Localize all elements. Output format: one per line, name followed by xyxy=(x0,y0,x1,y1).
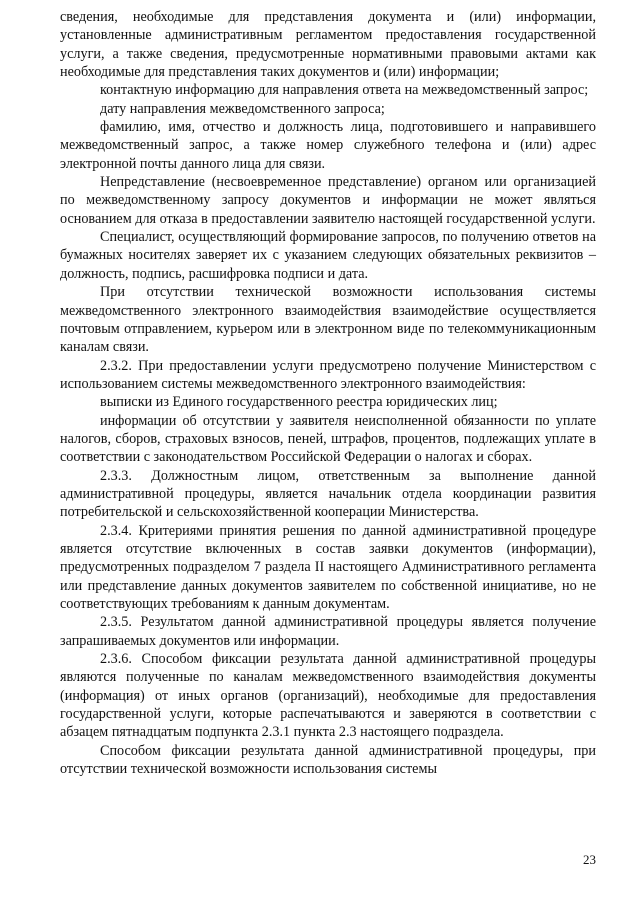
paragraph-8: 2.3.2. При предоставлении услуги предусмотрено получение Министерством с использованием системы межведомственного электронного взаимодействия: xyxy=(60,357,596,392)
paragraph-12: 2.3.4. Критериями принятия решения по данной административной процедуре является отсутствие включенных в состав заявки документов (информации), предусмотренных подразделом 7 раздела II настоящего Административного регламента или представление данных документов заявителем по собственной инициативе, но не соответствующих требованиям к данным документам. xyxy=(60,522,596,612)
paragraph-5: Непредставление (несвоевременное представление) органом или организацией по межведомственному запросу документов и информации не может являться основанием для отказа в предоставлении заявителю настоящей государственной услуги. xyxy=(60,174,596,227)
paragraph-10: информации об отсутствии у заявителя неисполненной обязанности по уплате налогов, сборов, страховых взносов, пеней, штрафов, процентов, подлежащих уплате в соответствии с законодательством Российской Федерации о налогах и сборах. xyxy=(60,412,596,466)
paragraph-1: сведения, необходимые для представления документа и (или) информации, установленные административным регламентом предоставления государственной услуги, а также сведения, предусмотренные нормативными правовыми актами как необходимые для представления таких документов и (или) информации; xyxy=(60,9,596,81)
paragraph-7: При отсутствии технической возможности использования системы межведомственного электронного взаимодействия взаимодействие осуществляется почтовым отправлением, курьером или в электронном виде по телекоммуникационным каналам связи. xyxy=(60,284,596,356)
paragraph-9: выписки из Единого государственного реестра юридических лиц; xyxy=(100,394,498,411)
paragraph-13: 2.3.5. Результатом данной административной процедуры является получение запрашиваемых документов или информации. xyxy=(60,614,596,649)
paragraph-3: дату направления межведомственного запроса; xyxy=(100,100,385,117)
paragraph-2: контактную информацию для направления ответа на межведомственный запрос; xyxy=(100,82,589,99)
paragraph-11: 2.3.3. Должностным лицом, ответственным за выполнение данной административной процедуры, является начальник отдела координации развития потребительской и сельскохозяйственной кооперации Министерства. xyxy=(60,467,596,521)
page-number: 23 xyxy=(583,852,596,867)
paragraph-6: Специалист, осуществляющий формирование запросов, по получению ответов на бумажных носителях заверяет их с указанием следующих обязательных реквизитов – должность, подпись, расшифровка подписи и дата. xyxy=(60,229,596,282)
document-body xyxy=(60,8,596,778)
paragraph-15: Способом фиксации результата данной административной процедуры, при отсутствии технической возможности использования системы xyxy=(60,742,596,778)
paragraph-4: фамилию, имя, отчество и должность лица, подготовившего и направившего межведомственный запрос, а также номер служебного телефона и (или) адрес электронной почты данного лица для связи. xyxy=(60,119,596,172)
paragraph-14: 2.3.6. Способом фиксации результата данной административной процедуры являются полученные по каналам межведомственного взаимодействия документы (информация) от иных органов (организаций), необходимые для предоставления государственной услуги, которые распечатываются и заверяются в соответствии с абзацем пятнадцатым подпункта 2.3.1 пункта 2.3 настоящего подраздела. xyxy=(60,651,596,741)
